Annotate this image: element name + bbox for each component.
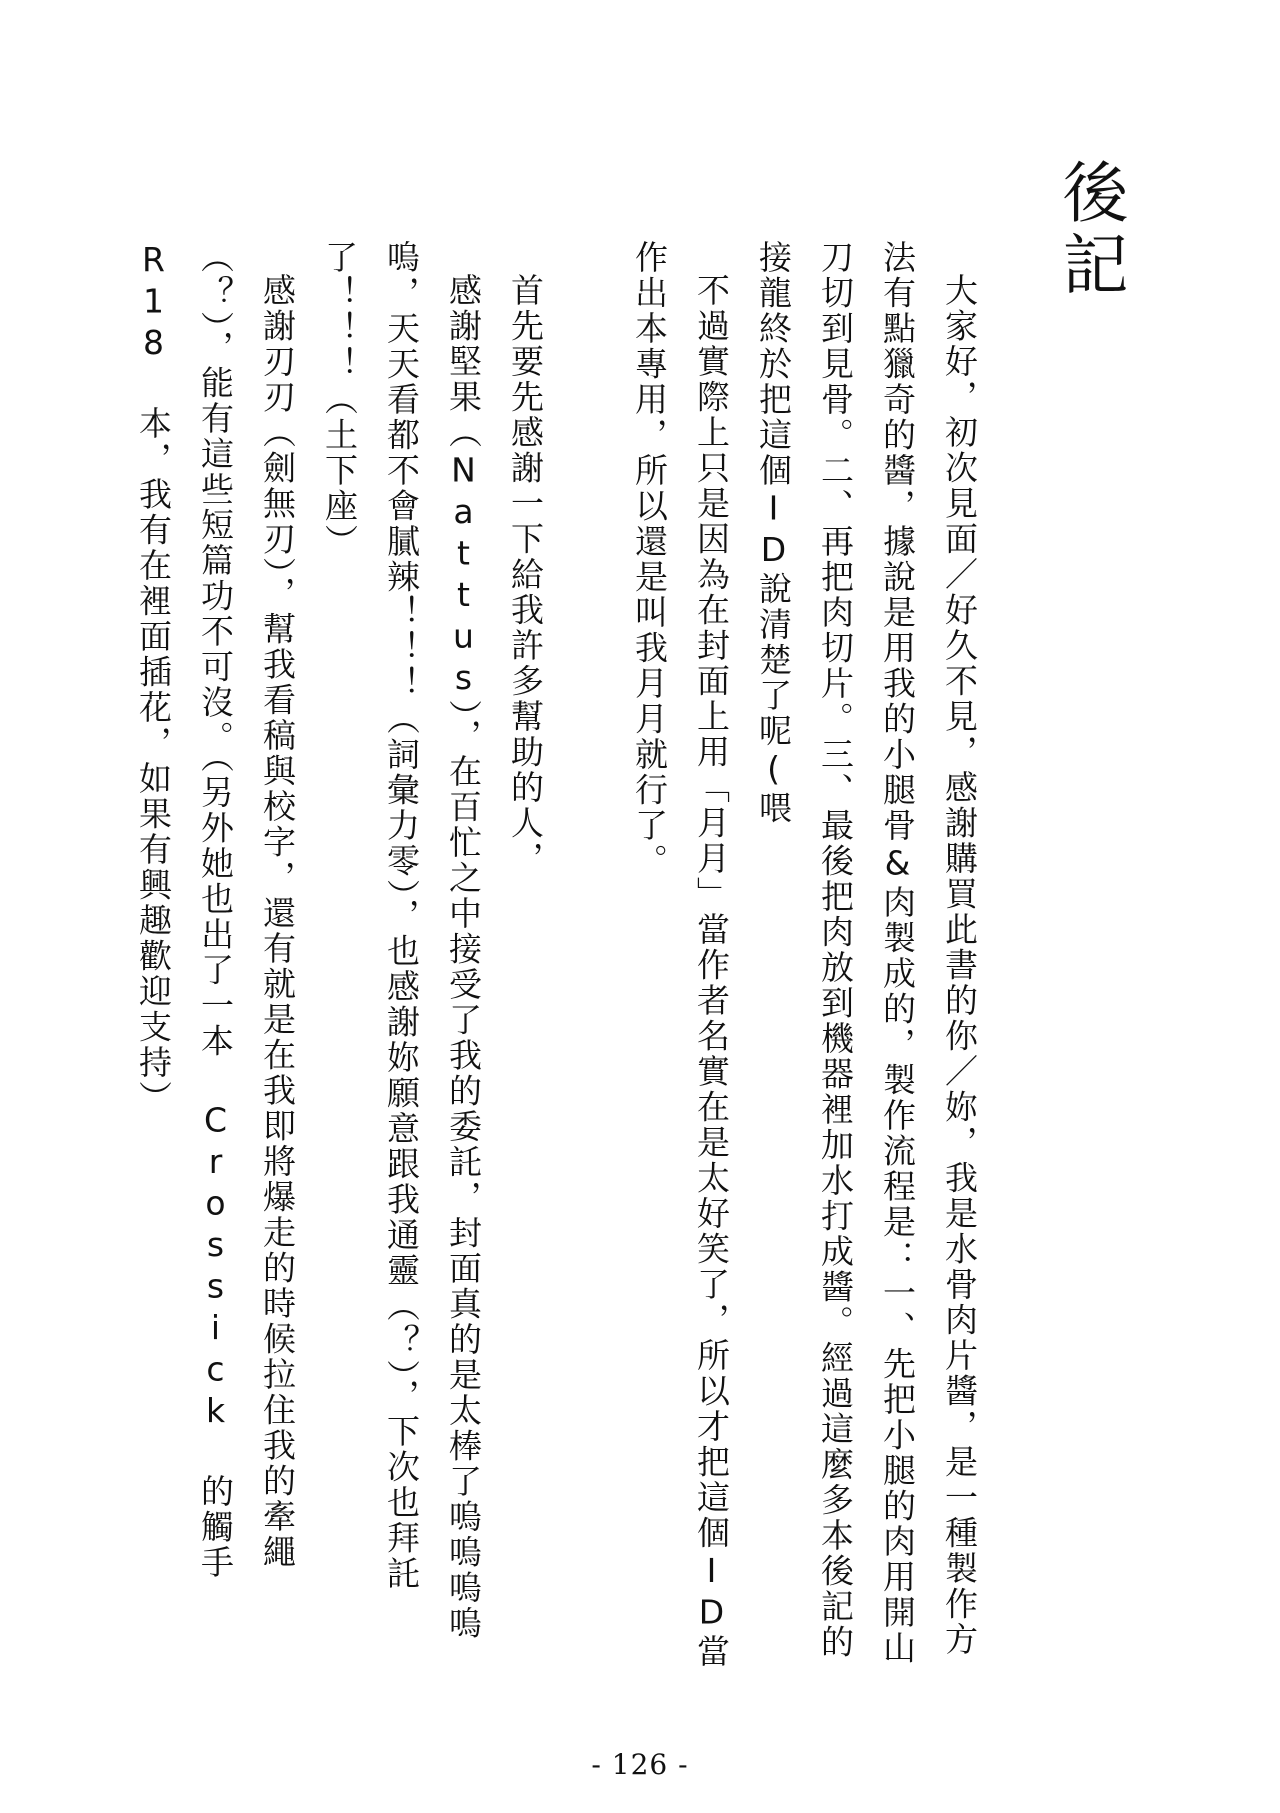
body-text xyxy=(122,240,990,1670)
page-title: 後記 xyxy=(1051,158,1128,302)
paragraph-thanks-renren: 感謝刃刃（劍無刃），幫我看稿與校字，還有就是在我即將爆走的時候拉住我的牽繩（？），能有這些短篇功不可沒。（另外她也出了一本 Crossick 的觸手 R18 本，我有在裡面插花，如果有興趣歡迎支持） xyxy=(134,240,297,1581)
paragraph-spacer xyxy=(556,240,618,1670)
page-number: - 126 - xyxy=(591,1748,689,1781)
paragraph-greeting: 大家好，初次見面／好久不見，感謝購買此書的你／妳，我是水骨肉片醬，是一種製作方法有點獵奇的醬，據說是用我的小腿骨&肉製成的，製作流程是：一、先把小腿的肉用開山刀切到見骨。二、再把肉切片。三、最後把肉放到機器裡加水打成醬。經過這麼多本後記的接龍終於把這個ID說清楚了呢(喂 xyxy=(754,240,979,1666)
paragraph-thanks-intro: 首先要先感謝一下給我許多幫助的人， xyxy=(506,273,545,877)
paragraph-author-name: 不過實際上只是因為在封面上用「月月」當作者名實在是太好笑了，所以才把這個ID當作出本專用，所以還是叫我月月就行了。 xyxy=(630,240,731,1670)
paragraph-thanks-nattus: 感謝堅果（Nattus），在百忙之中接受了我的委託，封面真的是太棒了嗚嗚嗚嗚嗚，天天看都不會膩辣！！！（詞彙力零），也感謝妳願意跟我通靈（？），下次也拜託了！！！（土下座） xyxy=(320,240,483,1642)
